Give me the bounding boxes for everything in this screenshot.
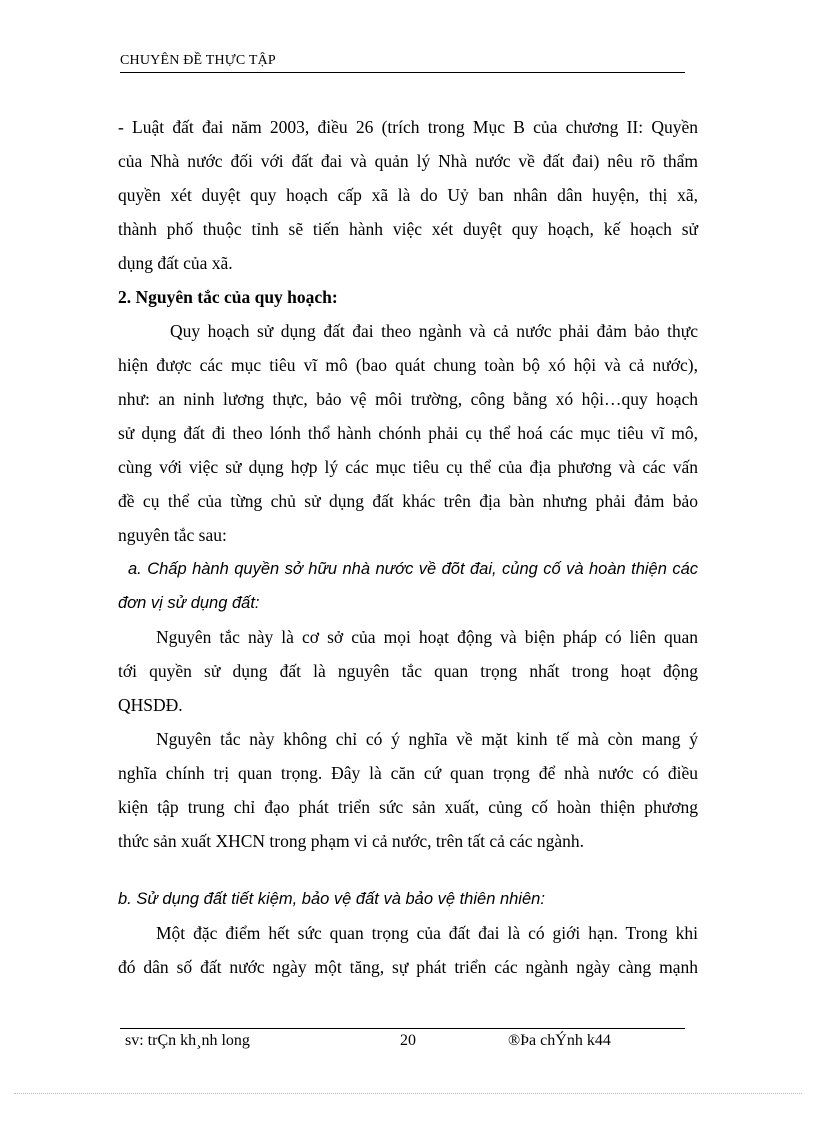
paragraph-line: Quy hoạch sử dụng đất đai theo ngành và cả nước phải đảm bảo thực <box>170 321 698 341</box>
paragraph-line: thức sản xuất XHCN trong phạm vi cả nước, trên tất cả các ngành. <box>118 831 585 851</box>
running-header: CHUYÊN ĐỀ THỰC TẬP <box>120 53 685 73</box>
paragraph-line: như: an ninh lương thực, bảo vệ môi trường, công bằng xó hội…quy hoạch <box>118 389 698 409</box>
paragraph-line: dụng đất của xã. <box>118 253 233 273</box>
subheading-b: b. Sử dụng đất tiết kiệm, bảo vệ đất và bảo vệ thiên nhiên: <box>118 890 545 908</box>
section-heading: 2. Nguyên tắc của quy hoạch: <box>118 287 338 307</box>
document-body <box>118 110 698 984</box>
paragraph-line: đề cụ thể của từng chủ sử dụng đất khác trên địa bàn nhưng phải đảm bảo <box>118 491 698 511</box>
paragraph-line: Nguyên tắc này là cơ sở của mọi hoạt động và biện pháp có liên quan <box>156 627 698 647</box>
paragraph-line: thành phố thuộc tỉnh sẽ tiến hành việc xét duyệt quy hoạch, kế hoạch sử <box>118 219 698 239</box>
paragraph-line: đó dân số đất nước ngày một tăng, sự phát triển các ngành ngày càng mạnh <box>118 957 698 977</box>
paragraph-line: sử dụng đất đi theo lónh thổ hành chónh phải cụ thể hoá các mục tiêu vĩ mô, <box>118 423 698 443</box>
footer-class: ®Þa chÝnh k44 <box>508 1032 611 1049</box>
footer-page-number: 20 <box>400 1032 416 1049</box>
footer-divider <box>120 1028 685 1029</box>
paragraph-line: cùng với việc sử dụng hợp lý các mục tiêu cụ thể của địa phương và các vấn <box>118 457 698 477</box>
paragraph-line: của Nhà nước đối với đất đai và quản lý Nhà nước về đất đai) nêu rõ thẩm <box>118 151 698 171</box>
paragraph-line: tới quyền sử dụng đất là nguyên tắc quan trọng nhất trong hoạt động <box>118 661 698 681</box>
paragraph-line: nguyên tắc sau: <box>118 525 227 545</box>
subheading-a-cont: đơn vị sử dụng đất: <box>118 594 260 612</box>
paragraph-line: QHSDĐ. <box>118 695 183 715</box>
footer-student: sv: trÇn kh¸nh long <box>125 1032 250 1049</box>
paragraph-line: hiện được các mục tiêu vĩ mô (bao quát chung toàn bộ xó hội và cả nước), <box>118 355 698 375</box>
paragraph-line: nghĩa chính trị quan trọng. Đây là căn cứ quan trọng để nhà nước có điều <box>118 763 698 783</box>
page-edge-divider <box>14 1093 802 1094</box>
paragraph-line: quyền xét duyệt quy hoạch cấp xã là do Uỷ ban nhân dân huyện, thị xã, <box>118 185 698 205</box>
paragraph-line: kiện tập trung chỉ đạo phát triển sức sản xuất, củng cố hoàn thiện phương <box>118 797 698 817</box>
paragraph-line: - Luật đất đai năm 2003, điều 26 (trích trong Mục B của chương II: Quyền <box>118 117 698 137</box>
subheading-a: a. Chấp hành quyền sở hữu nhà nước về đõt đai, củng cố và hoàn thiện các <box>128 560 698 578</box>
paragraph-line: Một đặc điểm hết sức quan trọng của đất đai là có giới hạn. Trong khi <box>156 923 698 943</box>
paragraph-line: Nguyên tắc này không chỉ có ý nghĩa về mặt kinh tế mà còn mang ý <box>156 729 698 749</box>
